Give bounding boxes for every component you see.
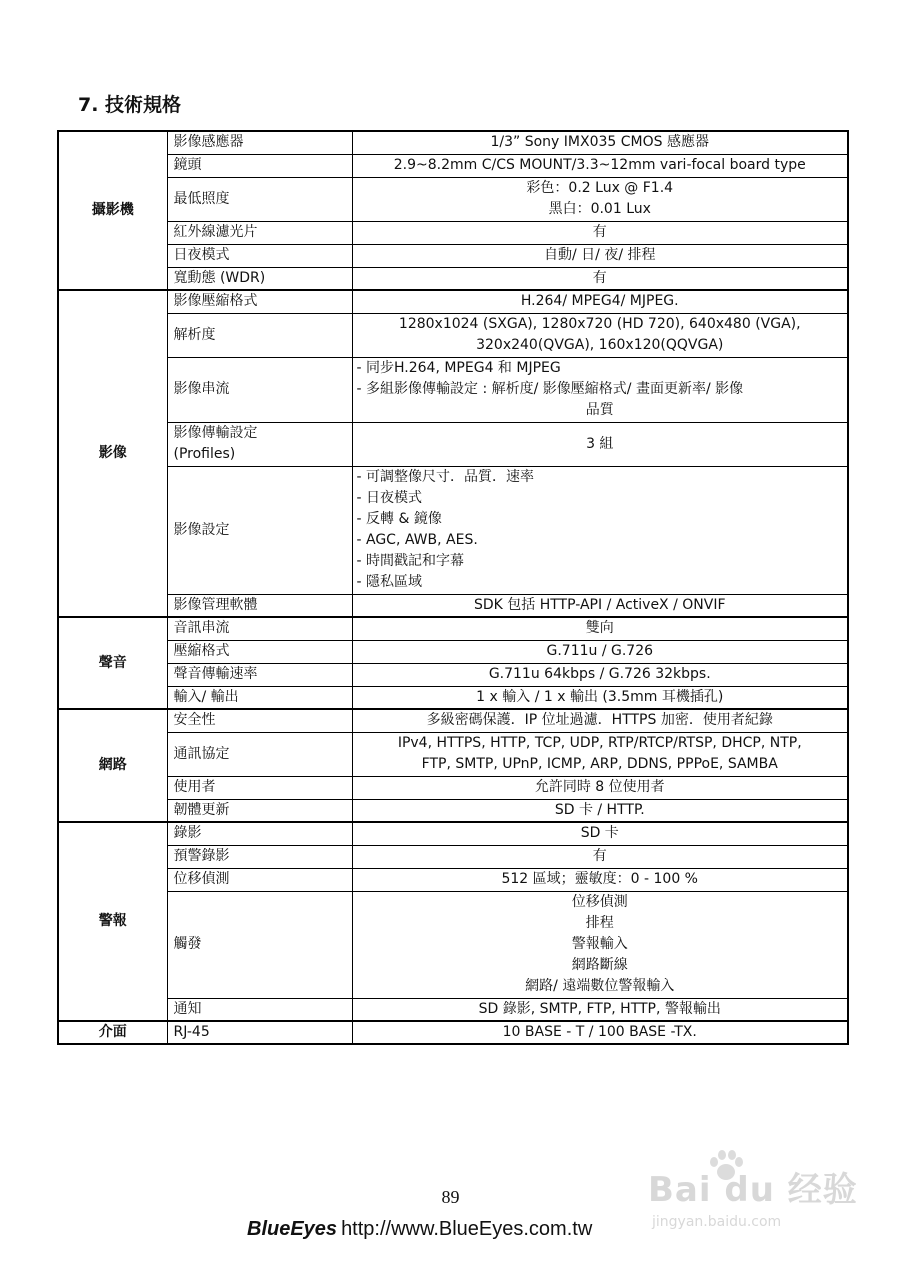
spec-label bbox=[167, 868, 352, 891]
category-cell: 警報 bbox=[58, 822, 167, 1021]
value-line: SD 卡 bbox=[580, 825, 619, 842]
value-line: SD 錄影, SMTP, FTP, HTTP, 警報輸出 bbox=[478, 1000, 721, 1017]
spec-value bbox=[352, 845, 848, 868]
category-cell: 影像 bbox=[58, 290, 167, 617]
list-item: - 時間戳記和字幕 bbox=[356, 553, 465, 569]
spec-row bbox=[58, 663, 848, 686]
value-line: 多級密碼保護．IP 位址過濾．HTTPS 加密．使用者紀錄 bbox=[426, 712, 773, 729]
label-line: 寬動態 (WDR) bbox=[173, 269, 266, 286]
value-line: 自動/ 日/ 夜/ 排程 bbox=[543, 247, 656, 263]
spec-value bbox=[352, 221, 848, 244]
value-line: FTP, SMTP, UPnP, ICMP, ARP, DDNS, PPPoE, SAMBA bbox=[421, 756, 778, 772]
list-item: - 同步H.264, MPEG4 和 MJPEG bbox=[356, 360, 561, 376]
value-line: 網路/ 遠端數位警報輸入 bbox=[525, 978, 675, 994]
spec-row bbox=[58, 267, 848, 290]
spec-table bbox=[57, 130, 849, 1045]
spec-row bbox=[58, 131, 848, 154]
spec-row bbox=[58, 594, 848, 617]
list-item: - 反轉 & 鏡像 bbox=[356, 511, 442, 527]
spec-value bbox=[352, 640, 848, 663]
spec-label bbox=[167, 131, 352, 154]
label-line: 錄影 bbox=[173, 825, 202, 842]
value-line: 1/3” Sony IMX035 CMOS 感應器 bbox=[490, 134, 709, 151]
label-line: 日夜模式 bbox=[173, 247, 230, 263]
value-line: 有 bbox=[592, 848, 607, 864]
spec-label bbox=[167, 640, 352, 663]
spec-label bbox=[167, 594, 352, 617]
label-line: 紅外線濾光片 bbox=[173, 224, 258, 240]
label-line: 安全性 bbox=[173, 712, 216, 729]
spec-value bbox=[352, 709, 848, 732]
spec-label bbox=[167, 422, 352, 466]
label-line: 影像感應器 bbox=[173, 134, 244, 151]
value-line: 320x240(QVGA), 160x120(QQVGA) bbox=[476, 337, 724, 353]
spec-value bbox=[352, 822, 848, 845]
label-line: 聲音傳輸速率 bbox=[173, 666, 258, 682]
spec-label bbox=[167, 891, 352, 998]
list-item-continuation: 品質 bbox=[585, 402, 614, 418]
page-number: 89 bbox=[441, 1187, 460, 1207]
value-line: 2.9~8.2mm C/CS MOUNT/3.3~12mm vari-focal board type bbox=[393, 157, 806, 173]
value-line: 彩色：0.2 Lux @ F1.4 bbox=[526, 180, 674, 196]
spec-row bbox=[58, 1021, 848, 1044]
spec-value bbox=[352, 422, 848, 466]
label-line: 韌體更新 bbox=[173, 801, 230, 818]
value-line: 雙向 bbox=[585, 620, 614, 637]
value-line: G.711u / G.726 bbox=[546, 643, 654, 659]
spec-row bbox=[58, 422, 848, 466]
value-line: 允許同時 8 位使用者 bbox=[534, 779, 665, 795]
list-item: - 日夜模式 bbox=[356, 490, 423, 506]
value-line: 有 bbox=[592, 224, 607, 240]
value-line: 黑白：0.01 Lux bbox=[548, 201, 651, 217]
spec-row bbox=[58, 776, 848, 799]
spec-label bbox=[167, 244, 352, 267]
spec-label bbox=[167, 267, 352, 290]
spec-row bbox=[58, 640, 848, 663]
spec-label bbox=[167, 799, 352, 822]
section-heading: 7. 技術規格 bbox=[78, 94, 182, 116]
category-cell: 網路 bbox=[58, 709, 167, 822]
spec-label bbox=[167, 290, 352, 313]
spec-row bbox=[58, 845, 848, 868]
spec-row bbox=[58, 244, 848, 267]
spec-value bbox=[352, 313, 848, 357]
spec-row bbox=[58, 154, 848, 177]
label-line: 影像設定 bbox=[173, 521, 230, 538]
spec-value bbox=[352, 732, 848, 776]
spec-value bbox=[352, 868, 848, 891]
spec-value bbox=[352, 686, 848, 709]
spec-label bbox=[167, 154, 352, 177]
spec-value bbox=[352, 1021, 848, 1044]
spec-row bbox=[58, 221, 848, 244]
spec-label bbox=[167, 822, 352, 845]
value-line: H.264/ MPEG4/ MJPEG. bbox=[520, 293, 679, 310]
label-line: 預警錄影 bbox=[173, 848, 230, 864]
label-line: RJ-45 bbox=[173, 1024, 210, 1040]
spec-label bbox=[167, 732, 352, 776]
spec-row bbox=[58, 732, 848, 776]
value-line: 1280x1024 (SXGA), 1280x720 (HD 720), 640x480 (VGA), bbox=[398, 316, 801, 332]
spec-value bbox=[352, 663, 848, 686]
spec-row bbox=[58, 799, 848, 822]
spec-row bbox=[58, 709, 848, 732]
label-line: 影像串流 bbox=[173, 381, 230, 397]
list-item: - 多組影像傳輸設定 : 解析度/ 影像壓縮格式/ 畫面更新率/ 影像 bbox=[356, 381, 744, 397]
spec-value bbox=[352, 154, 848, 177]
spec-value bbox=[352, 466, 848, 594]
value-line: 有 bbox=[592, 269, 607, 286]
value-line: 10 BASE - T / 100 BASE -TX. bbox=[502, 1024, 697, 1040]
value-line: 位移偵測 bbox=[571, 894, 628, 910]
value-line: G.711u 64kbps / G.726 32kbps. bbox=[488, 666, 711, 682]
label-line: 影像壓縮格式 bbox=[173, 293, 258, 310]
spec-row bbox=[58, 617, 848, 640]
value-line: 1 x 輸入 / 1 x 輸出 (3.5mm 耳機插孔) bbox=[476, 688, 724, 705]
spec-value bbox=[352, 617, 848, 640]
label-line: 使用者 bbox=[173, 779, 216, 795]
spec-row bbox=[58, 822, 848, 845]
label-line: 位移偵測 bbox=[173, 871, 230, 887]
spec-label bbox=[167, 663, 352, 686]
label-line: 觸發 bbox=[173, 936, 202, 952]
label-line: 輸入/ 輸出 bbox=[173, 688, 239, 705]
spec-value bbox=[352, 998, 848, 1021]
watermark-url: jingyan.baidu.com bbox=[652, 1214, 782, 1230]
spec-label bbox=[167, 221, 352, 244]
spec-label bbox=[167, 357, 352, 422]
label-line: 鏡頭 bbox=[173, 157, 202, 173]
value-line: 3 組 bbox=[586, 435, 614, 452]
spec-value bbox=[352, 357, 848, 422]
spec-row bbox=[58, 686, 848, 709]
value-line: 512 區域；靈敏度：0 - 100 % bbox=[501, 871, 698, 887]
footer bbox=[247, 1218, 592, 1241]
label-line: 通知 bbox=[173, 1000, 202, 1017]
category-cell: 攝影機 bbox=[58, 131, 167, 290]
spec-label bbox=[167, 466, 352, 594]
baidu-watermark bbox=[640, 1148, 860, 1238]
spec-label bbox=[167, 313, 352, 357]
spec-label bbox=[167, 709, 352, 732]
brand-logo: BlueEyes bbox=[247, 1218, 338, 1240]
spec-row bbox=[58, 290, 848, 313]
label-line: 解析度 bbox=[173, 326, 216, 343]
category-cell: 介面 bbox=[58, 1021, 167, 1044]
label-line: 最低照度 bbox=[173, 190, 230, 207]
list-item: - 可調整像尺寸．品質．速率 bbox=[356, 469, 535, 485]
spec-label bbox=[167, 177, 352, 221]
spec-value bbox=[352, 267, 848, 290]
spec-row bbox=[58, 313, 848, 357]
spec-label bbox=[167, 998, 352, 1021]
spec-value bbox=[352, 891, 848, 998]
spec-row bbox=[58, 868, 848, 891]
label-line: 影像管理軟體 bbox=[173, 596, 258, 613]
footer-url[interactable]: http://www.BlueEyes.com.tw bbox=[341, 1218, 593, 1240]
spec-value bbox=[352, 177, 848, 221]
spec-value bbox=[352, 131, 848, 154]
list-item: - AGC, AWB, AES. bbox=[356, 532, 478, 548]
value-line: 網路斷線 bbox=[571, 957, 628, 973]
label-line: 通訊協定 bbox=[173, 745, 230, 762]
watermark-text: Bai du 经验 bbox=[648, 1170, 858, 1210]
spec-label bbox=[167, 776, 352, 799]
list-item: - 隱私區域 bbox=[356, 574, 423, 590]
value-line: SD 卡 / HTTP. bbox=[554, 801, 645, 818]
spec-row bbox=[58, 998, 848, 1021]
value-line: 警報輸入 bbox=[571, 936, 628, 952]
spec-label bbox=[167, 617, 352, 640]
category-cell: 聲音 bbox=[58, 617, 167, 709]
spec-value bbox=[352, 776, 848, 799]
value-line: SDK 包括 HTTP-API / ActiveX / ONVIF bbox=[473, 596, 726, 613]
spec-row bbox=[58, 466, 848, 594]
spec-label bbox=[167, 1021, 352, 1044]
spec-label bbox=[167, 686, 352, 709]
spec-row bbox=[58, 891, 848, 998]
spec-value bbox=[352, 594, 848, 617]
spec-value bbox=[352, 290, 848, 313]
spec-row bbox=[58, 177, 848, 221]
spec-value bbox=[352, 244, 848, 267]
label-line: 壓縮格式 bbox=[173, 643, 230, 659]
label-line: (Profiles) bbox=[173, 446, 236, 462]
label-line: 影像傳輸設定 bbox=[173, 425, 258, 441]
spec-row bbox=[58, 357, 848, 422]
label-line: 音訊串流 bbox=[173, 620, 230, 637]
value-line: IPv4, HTTPS, HTTP, TCP, UDP, RTP/RTCP/RTSP, DHCP, NTP, bbox=[397, 735, 802, 751]
value-line: 排程 bbox=[585, 915, 614, 931]
spec-value bbox=[352, 799, 848, 822]
spec-label bbox=[167, 845, 352, 868]
